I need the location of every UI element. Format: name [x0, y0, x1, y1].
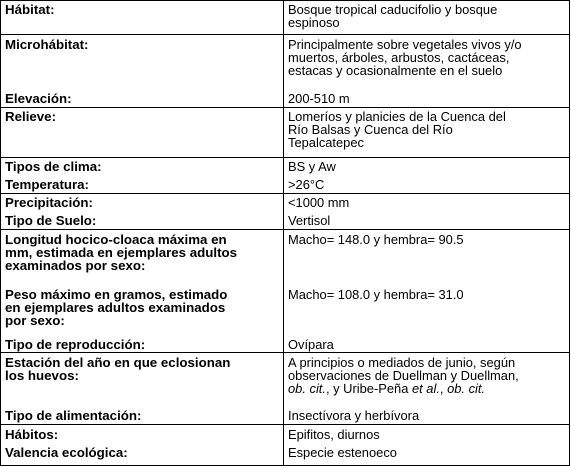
value-habitos: Epifitos, diurnos	[288, 427, 380, 442]
value-tipo-de-reproduccion: Ovípara	[288, 337, 334, 352]
table-border-bottom	[0, 465, 570, 466]
label-tipo-de-alimentacion: Tipo de alimentación:	[5, 408, 142, 423]
value-microhabitat: Principalmente sobre vegetales vivos y/o muertos, árboles, arbustos, cactáceas, estacas y ocasionalmente en el suelo	[288, 37, 522, 78]
value-habitat: Bosque tropical caducifolio y bosque espinoso	[288, 2, 498, 30]
row-separator	[0, 229, 570, 230]
label-temperatura: Temperatura:	[5, 177, 89, 192]
label-elevacion: Elevación:	[5, 91, 72, 106]
value-estacion-text-1: A principios o mediados de junio, según observaciones de Duellman y Duellman,	[288, 355, 519, 383]
value-estacion-citation-3: ob. cit.	[447, 381, 486, 396]
row-separator	[0, 193, 570, 194]
value-longitud-hocico-cloaca: Macho= 148.0 y hembra= 90.5	[288, 232, 464, 247]
label-microhabitat: Microhábitat:	[5, 37, 89, 52]
table-border-left	[0, 0, 1, 466]
value-estacion-text-2: , y Uribe-Peña	[325, 381, 412, 396]
label-habitos: Hábitos:	[5, 427, 59, 442]
label-valencia-ecologica: Valencia ecológica:	[5, 445, 128, 460]
value-elevacion: 200-510 m	[288, 91, 350, 106]
column-divider	[283, 0, 284, 466]
label-peso-maximo: Peso máximo en gramos, estimado en ejemplares adultos examinados por sexo:	[5, 287, 228, 328]
row-separator	[0, 34, 570, 35]
value-temperatura: >26°C	[288, 177, 325, 192]
label-tipo-de-reproduccion: Tipo de reproducción:	[5, 337, 146, 352]
value-estacion-text-3: ,	[439, 381, 448, 396]
row-separator	[0, 352, 570, 353]
label-tipo-de-suelo: Tipo de Suelo:	[5, 213, 97, 228]
label-relieve: Relieve:	[5, 109, 56, 124]
value-relieve: Lomeríos y planicies de la Cuenca del Río Balsas y Cuenca del Río Tepalcatepec	[288, 109, 506, 150]
table-border-top	[0, 0, 570, 1]
value-peso-maximo: Macho= 108.0 y hembra= 31.0	[288, 287, 464, 302]
value-tipo-de-alimentacion: Insectívora y herbívora	[288, 408, 420, 423]
label-estacion-eclosion: Estación del año en que eclosionan los huevos:	[5, 355, 231, 383]
label-longitud-hocico-cloaca: Longitud hocico-cloaca máxima en mm, estimada en ejemplares adultos examinados por sexo:	[5, 232, 238, 273]
value-estacion-citation-2: et al.	[411, 381, 440, 396]
label-habitat: Hábitat:	[5, 2, 55, 17]
row-separator	[0, 157, 570, 158]
value-precipitacion: <1000 mm	[288, 195, 350, 210]
value-valencia-ecologica: Especie estenoeco	[288, 445, 397, 460]
row-separator	[0, 107, 570, 108]
label-precipitacion: Precipitación:	[5, 195, 93, 210]
row-separator	[0, 424, 570, 425]
value-estacion-citation-1: ob. cit.	[288, 381, 326, 396]
value-estacion-eclosion	[288, 356, 570, 395]
value-tipo-de-suelo: Vertisol	[288, 213, 331, 228]
value-tipos-de-clima: BS y Aw	[288, 159, 336, 174]
label-tipos-de-clima: Tipos de clima:	[5, 159, 102, 174]
